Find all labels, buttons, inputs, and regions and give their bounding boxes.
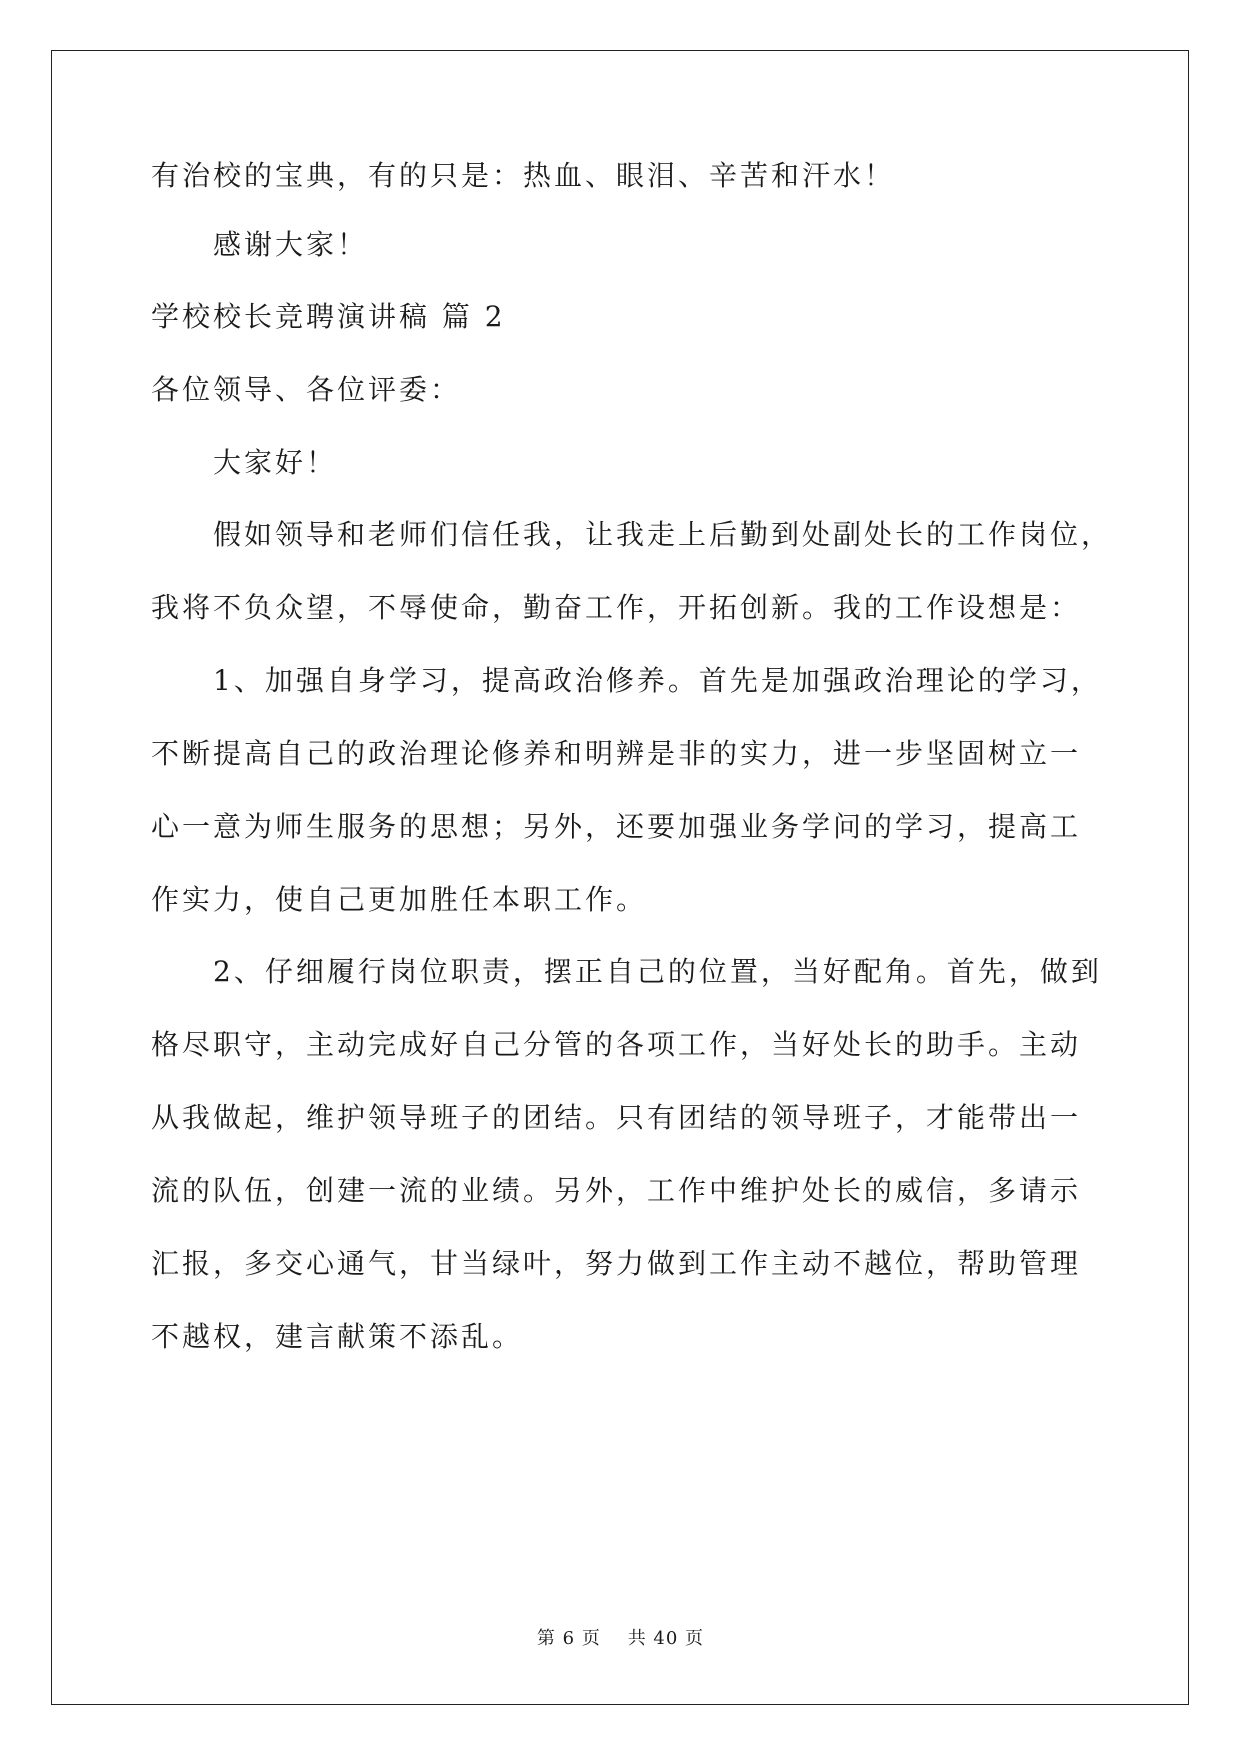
text-line: 假如领导和老师们信任我，让我走上后勤到处副处长的工作岗位， [213,518,1113,551]
text-line: 汇报，多交心通气，甘当绿叶，努力做到工作主动不越位，帮助管理 [151,1247,1082,1280]
text-line: 流的队伍，创建一流的业绩。另外，工作中维护处长的威信，多请示 [151,1174,1082,1207]
text-line: 感谢大家！ [213,228,369,261]
text-line: 从我做起，维护领导班子的团结。只有团结的领导班子，才能带出一 [151,1101,1082,1134]
text-line: 2、仔细履行岗位职责，摆正自己的位置，当好配角。首先，做到 [213,955,1102,988]
text-line: 1、加强自身学习，提高政治修养。首先是加强政治理论的学习， [213,664,1102,697]
greeting: 大家好！ [213,446,338,479]
text-line: 有治校的宝典，有的只是：热血、眼泪、辛苦和汗水！ [151,159,896,192]
text-line: 我将不负众望，不辱使命，勤奋工作，开拓创新。我的工作设想是： [151,591,1082,624]
text-line: 心一意为师生服务的思想；另外，还要加强业务学问的学习，提高工 [151,810,1082,843]
section-heading: 学校校长竞聘演讲稿 篇 2 [151,300,506,333]
text-line: 不越权，建言献策不添乱。 [151,1320,524,1353]
salutation: 各位领导、各位评委： [151,373,462,406]
text-line: 不断提高自己的政治理论修养和明辨是非的实力，进一步坚固树立一 [151,737,1082,770]
page-number-footer: 第 6 页 共 40 页 [536,1628,705,1649]
page-frame [51,50,1189,1705]
text-line: 作实力，使自己更加胜任本职工作。 [151,883,648,916]
text-line: 格尽职守，主动完成好自己分管的各项工作，当好处长的助手。主动 [151,1028,1082,1061]
